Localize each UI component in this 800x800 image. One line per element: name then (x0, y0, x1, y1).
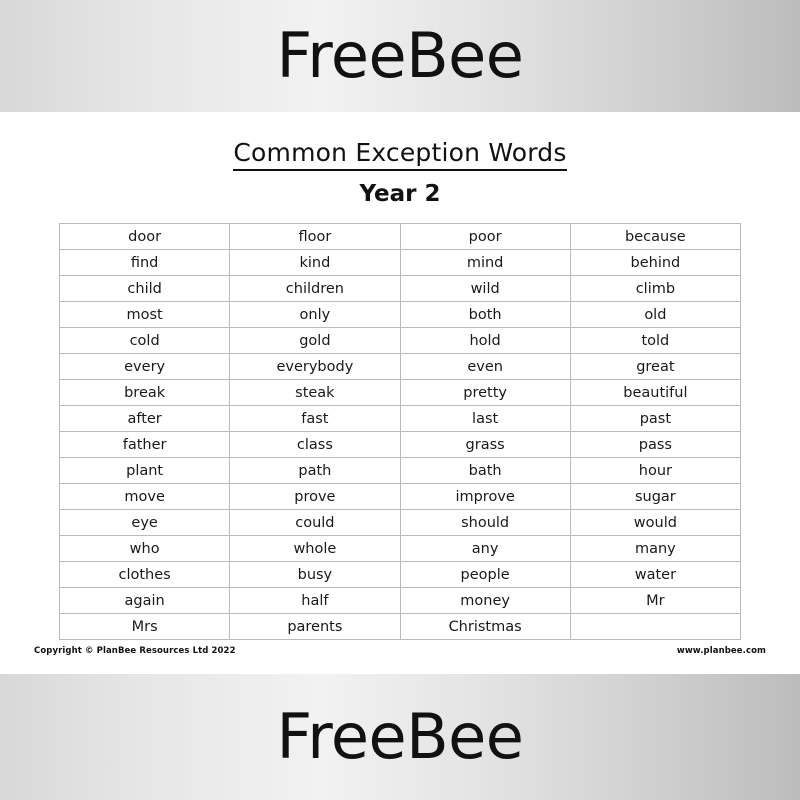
table-row (60, 276, 741, 302)
footer (34, 646, 766, 656)
table-row (60, 588, 741, 614)
table-row (60, 562, 741, 588)
table-row (60, 380, 741, 406)
table-row (60, 484, 741, 510)
words-table-body (60, 224, 741, 640)
page-subtitle: Year 2 (359, 181, 441, 207)
word-cell: plant (60, 458, 230, 484)
word-cell: both (400, 302, 570, 328)
word-cell: improve (400, 484, 570, 510)
word-cell: water (570, 562, 740, 588)
word-cell: break (60, 380, 230, 406)
word-cell: mind (400, 250, 570, 276)
word-cell: any (400, 536, 570, 562)
word-cell: busy (230, 562, 400, 588)
document-sheet (0, 112, 800, 674)
website-text: www.planbee.com (676, 646, 766, 656)
bottom-brand-band (0, 674, 800, 800)
word-cell: clothes (60, 562, 230, 588)
table-row (60, 328, 741, 354)
word-cell: last (400, 406, 570, 432)
word-cell: half (230, 588, 400, 614)
word-cell: parents (230, 614, 400, 640)
word-cell: bath (400, 458, 570, 484)
word-cell: behind (570, 250, 740, 276)
word-cell (570, 614, 740, 640)
word-cell: Mr (570, 588, 740, 614)
word-cell: grass (400, 432, 570, 458)
table-row (60, 224, 741, 250)
word-cell: father (60, 432, 230, 458)
word-cell: pretty (400, 380, 570, 406)
word-cell: should (400, 510, 570, 536)
word-cell: class (230, 432, 400, 458)
table-row (60, 432, 741, 458)
word-cell: people (400, 562, 570, 588)
word-cell: past (570, 406, 740, 432)
table-row (60, 302, 741, 328)
word-cell: even (400, 354, 570, 380)
word-cell: many (570, 536, 740, 562)
word-cell: sugar (570, 484, 740, 510)
word-cell: children (230, 276, 400, 302)
word-cell: would (570, 510, 740, 536)
word-cell: eye (60, 510, 230, 536)
word-cell: only (230, 302, 400, 328)
word-cell: great (570, 354, 740, 380)
page-title-text: Common Exception Words (233, 138, 566, 171)
word-cell: kind (230, 250, 400, 276)
table-row (60, 614, 741, 640)
word-cell: after (60, 406, 230, 432)
word-cell: path (230, 458, 400, 484)
top-brand-band (0, 0, 800, 112)
word-cell: pass (570, 432, 740, 458)
table-row (60, 510, 741, 536)
word-cell: steak (230, 380, 400, 406)
word-cell: hold (400, 328, 570, 354)
table-row (60, 250, 741, 276)
word-cell: move (60, 484, 230, 510)
table-row (60, 536, 741, 562)
word-cell: gold (230, 328, 400, 354)
word-cell: prove (230, 484, 400, 510)
word-cell: beautiful (570, 380, 740, 406)
word-cell: who (60, 536, 230, 562)
brand-title-bottom: FreeBee (276, 700, 524, 773)
word-cell: find (60, 250, 230, 276)
word-cell: floor (230, 224, 400, 250)
word-cell: old (570, 302, 740, 328)
word-cell: fast (230, 406, 400, 432)
word-cell: every (60, 354, 230, 380)
table-row (60, 406, 741, 432)
word-cell: told (570, 328, 740, 354)
page-title (0, 138, 800, 167)
word-cell: climb (570, 276, 740, 302)
word-cell: Mrs (60, 614, 230, 640)
word-cell: cold (60, 328, 230, 354)
word-cell: child (60, 276, 230, 302)
word-cell: because (570, 224, 740, 250)
word-cell: wild (400, 276, 570, 302)
common-exception-words-table (59, 223, 741, 640)
copyright-text: Copyright © PlanBee Resources Ltd 2022 (34, 646, 236, 656)
table-row (60, 354, 741, 380)
word-cell: money (400, 588, 570, 614)
word-cell: most (60, 302, 230, 328)
word-cell: Christmas (400, 614, 570, 640)
table-row (60, 458, 741, 484)
word-cell: could (230, 510, 400, 536)
word-cell: door (60, 224, 230, 250)
word-cell: everybody (230, 354, 400, 380)
word-cell: again (60, 588, 230, 614)
word-cell: whole (230, 536, 400, 562)
brand-title-top: FreeBee (276, 19, 524, 92)
word-cell: hour (570, 458, 740, 484)
word-cell: poor (400, 224, 570, 250)
